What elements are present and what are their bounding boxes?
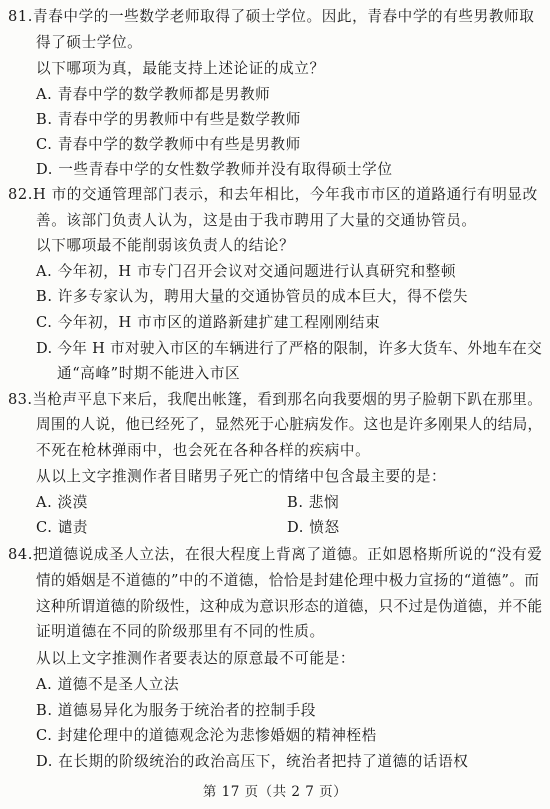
q82-option-c: C. 今年初，H 市市区的道路新建扩建工程刚刚结束: [36, 314, 381, 331]
q81-option-b: B. 青春中学的男教师中有些是数学教师: [36, 111, 301, 128]
q83-prompt: 从以上文字推测作者目睹男子死亡的情绪中包含最主要的是：: [36, 468, 447, 485]
q81-option-c: C. 青春中学的数学教师中有些是男教师: [36, 136, 301, 153]
q81-stem-line-2: 得了硕士学位。: [36, 34, 143, 51]
q83-stem-line-3: 不死在枪林弹雨中，也会死在各种各样的疾病中。: [36, 442, 371, 459]
q82-option-d-line-1: D. 今年 H 市对驶入市区的车辆进行了严格的限制，许多大货车、外地车在交: [36, 340, 542, 357]
q84-option-d: D. 在长期的阶级统治的政治高压下，统治者把持了道德的话语权: [36, 753, 469, 770]
q82-option-d-line-2: 通“高峰”时期不能进入市区: [57, 365, 241, 382]
page-number-footer: 第 17 页（共 2 7 页）: [202, 784, 348, 800]
q83-option-a: A. 淡漠: [36, 494, 89, 511]
q81-prompt: 以下哪项为真，最能支持上述论证的成立？: [36, 60, 325, 77]
q82-prompt: 以下哪项最不能削弱该负责人的结论？: [36, 237, 295, 254]
q82-option-b: B. 许多专家认为，聘用大量的交通协管员的成本巨大，得不偿失: [36, 288, 469, 305]
q84-option-c: C. 封建伦理中的道德观念沦为悲惨婚姻的精神桎梏: [36, 727, 377, 744]
q83-option-d: D. 愤怒: [287, 519, 340, 536]
q83-stem-line-1: 83.当枪声平息下来后，我爬出帐篷，看到那名向我要烟的男子脸朝下趴在那里。: [8, 391, 543, 408]
q82-stem-line-2: 善。该部门负责人认为，这是由于我市聘用了大量的交通协管员。: [36, 212, 477, 229]
q81-option-d: D. 一些青春中学的女性数学教师并没有取得硕士学位: [36, 161, 393, 178]
q81-option-a: A. 青春中学的数学教师都是男教师: [36, 86, 271, 103]
q84-stem-line-4: 证明道德在不同的阶级那里有不同的性质。: [36, 623, 325, 640]
q84-option-b: B. 道德易异化为服务于统治者的控制手段: [36, 702, 317, 719]
q84-stem-line-3: 这种所谓道德的阶级性，这种成为意识形态的道德，只不过是伪道德，并不能: [36, 598, 543, 615]
q82-stem-line-1: 82.H 市的交通管理部门表示，和去年相比，今年我市市区的道路通行有明显改: [8, 186, 538, 203]
q83-stem-line-2: 周围的人说，他已经死了，显然死于心脏病发作。这也是许多刚果人的结局，: [36, 416, 543, 433]
q83-option-c: C. 谴责: [36, 519, 89, 536]
q82-option-a: A. 今年初，H 市专门召开会议对交通问题进行认真研究和整顿: [36, 263, 457, 280]
q83-option-b: B. 悲悯: [287, 494, 340, 511]
q84-option-a: A. 道德不是圣人立法: [36, 676, 180, 693]
q81-stem-line-1: 81.青春中学的一些数学老师取得了硕士学位。因此，青春中学的有些男教师取: [8, 8, 535, 25]
q84-stem-line-1: 84.把道德说成圣人立法，在很大程度上背离了道德。正如恩格斯所说的“没有爱: [8, 546, 543, 563]
q84-prompt: 从以上文字推测作者要表达的原意最不可能是：: [36, 650, 356, 667]
q84-stem-line-2: 情的婚姻是不道德的”中的不道德，恰恰是封建伦理中极力宣扬的“道德”。而: [36, 572, 540, 589]
